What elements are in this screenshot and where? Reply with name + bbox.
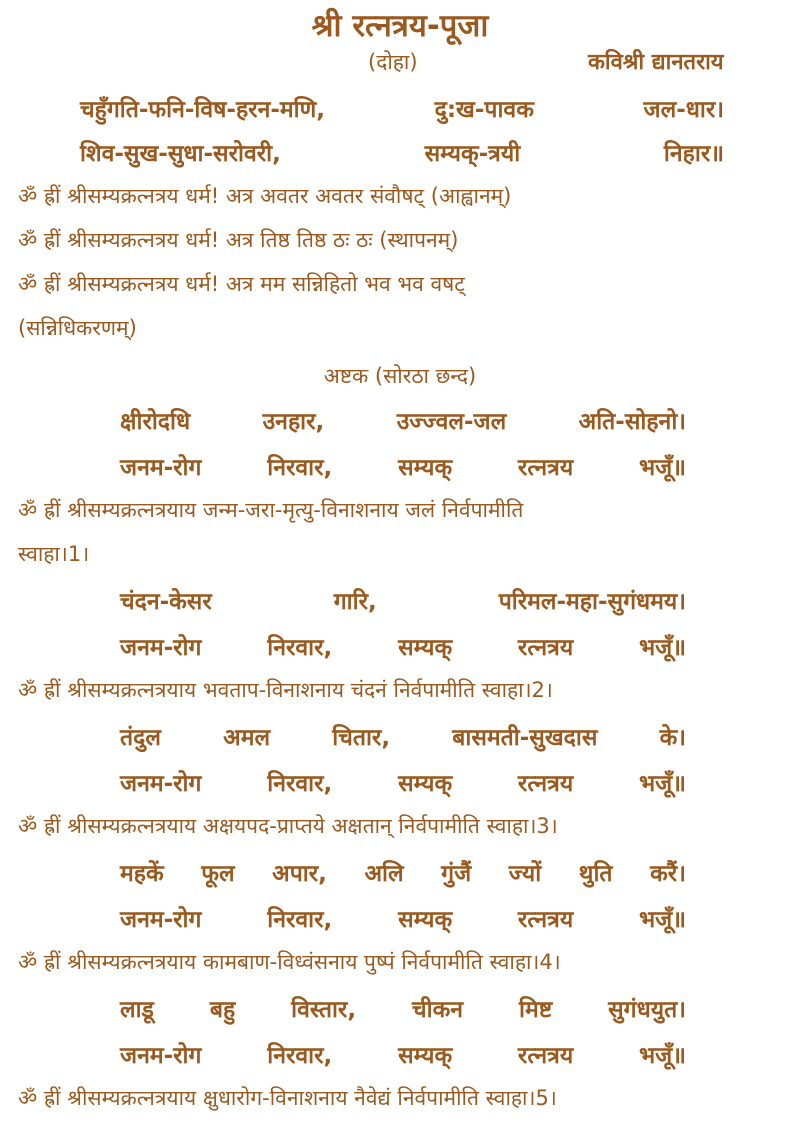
doha-word: जल-धार। — [643, 97, 724, 123]
verse-word: के। — [659, 725, 686, 751]
refrain-word: जनम-रोग — [120, 907, 202, 933]
stanza-3-mantra: ॐ ह्रीं श्रीसम्यक्रत्नत्रयाय अक्षयपद-प्राप्तये अक्षतान् निर्वपामीति स्वाहा।3। — [18, 814, 558, 838]
verse-word: चीकन — [412, 997, 464, 1023]
stanza-3-verse — [120, 720, 686, 752]
doha-word: निहार॥ — [663, 141, 724, 167]
stanza-5-verse — [120, 992, 686, 1024]
verse-word: फूल — [201, 861, 235, 887]
stanza-2-refrain — [120, 630, 686, 662]
verse-word: चंदन-केसर — [120, 589, 212, 615]
verse-word: उनहार, — [262, 409, 325, 435]
refrain-word: भजूँ॥ — [638, 635, 686, 661]
verse-word: महकें — [120, 861, 164, 887]
refrain-word: जनम-रोग — [120, 455, 202, 481]
page-title: श्री रत्नत्रय-पूजा — [311, 8, 489, 44]
refrain-word: निरवार, — [267, 1043, 333, 1069]
verse-word: अपार, — [272, 861, 327, 887]
refrain-word: सम्यक् — [398, 907, 453, 933]
doha-word: सम्यक्-त्रयी — [424, 141, 521, 167]
refrain-word: जनम-रोग — [120, 771, 202, 797]
verse-word: गारि, — [333, 589, 377, 615]
doha-word: शिव-सुख-सुधा-सरोवरी, — [80, 141, 281, 167]
refrain-word: सम्यक् — [398, 1043, 453, 1069]
refrain-word: भजूँ॥ — [638, 907, 686, 933]
verse-word: बहु — [209, 997, 236, 1023]
refrain-word: रत्नत्रय — [517, 907, 574, 933]
verse-word: लाडू — [120, 997, 154, 1023]
refrain-word: जनम-रोग — [120, 635, 202, 661]
verse-word: अमल — [223, 725, 271, 751]
doha-line-1 — [80, 92, 724, 124]
stanza-2-verse — [120, 584, 686, 616]
verse-word: थुति — [578, 861, 613, 887]
verse-word: गुंजैं — [441, 861, 472, 887]
refrain-word: भजूँ॥ — [638, 455, 686, 481]
verse-word: चितार, — [332, 725, 391, 751]
refrain-word: रत्नत्रय — [517, 1043, 574, 1069]
author: कविश्री द्यानतराय — [588, 50, 724, 75]
invocation-sannidhikaran: ॐ ह्रीं श्रीसम्यक्रत्नत्रय धर्म! अत्र मम सन्निहितो भव भव वषट् — [18, 272, 465, 296]
invocation-sthapan: ॐ ह्रीं श्रीसम्यक्रत्नत्रय धर्म! अत्र तिष्ठ तिष्ठ ठः ठः (स्थापनम्) — [18, 228, 459, 252]
stanza-5-refrain — [120, 1038, 686, 1070]
refrain-word: जनम-रोग — [120, 1043, 202, 1069]
refrain-word: सम्यक् — [398, 635, 453, 661]
verse-word: विस्तार, — [291, 997, 357, 1023]
refrain-word: रत्नत्रय — [517, 771, 574, 797]
verse-word: बासमती-सुखदास — [452, 725, 598, 751]
refrain-word: भजूँ॥ — [638, 1043, 686, 1069]
refrain-word: भजूँ॥ — [638, 771, 686, 797]
verse-word: सुगंधयुत। — [608, 997, 686, 1023]
stanza-1-verse — [120, 404, 686, 436]
stanza-2-mantra: ॐ ह्रीं श्रीसम्यक्रत्नत्रयाय भवताप-विनाशनाय चंदनं निर्वपामीति स्वाहा।2। — [18, 678, 553, 702]
verse-word: क्षीरोदधि — [120, 409, 191, 435]
verse-word: मिष्ट — [519, 997, 553, 1023]
refrain-word: निरवार, — [267, 771, 333, 797]
ashtak-heading: अष्टक (सोरठा छन्द) — [323, 364, 477, 388]
invocation-sannidhikaran-cont: (सन्निधिकरणम्) — [18, 316, 137, 340]
doha-word: दु:ख-पावक — [434, 97, 534, 123]
stanza-4-verse — [120, 856, 686, 888]
subtitle: (दोहा) — [368, 50, 418, 74]
stanza-1-refrain — [120, 450, 686, 482]
verse-word: उज्ज्वल-जल — [396, 409, 507, 435]
refrain-word: रत्नत्रय — [517, 635, 574, 661]
stanza-3-refrain — [120, 766, 686, 798]
verse-word: अति-सोहनो। — [578, 409, 686, 435]
stanza-4-refrain — [120, 902, 686, 934]
invocation-aahvanan: ॐ ह्रीं श्रीसम्यक्रत्नत्रय धर्म! अत्र अवतर अवतर संवौषट् (आह्वानम्) — [18, 184, 512, 208]
doha-line-2 — [80, 136, 724, 168]
stanza-1-mantra-cont: स्वाहा।1। — [18, 542, 90, 566]
stanza-4-mantra: ॐ ह्रीं श्रीसम्यक्रत्नत्रयाय कामबाण-विध्वंसनाय पुष्पं निर्वपामीति स्वाहा।4। — [18, 950, 561, 974]
refrain-word: सम्यक् — [398, 771, 453, 797]
refrain-word: सम्यक् — [398, 455, 453, 481]
verse-word: परिमल-महा-सुगंधमय। — [498, 589, 686, 615]
doha-word: चहुँगति-फनि-विष-हरन-मणि, — [80, 97, 325, 123]
refrain-word: निरवार, — [267, 455, 333, 481]
verse-word: अलि — [364, 861, 404, 887]
refrain-word: रत्नत्रय — [517, 455, 574, 481]
verse-word: ज्यों — [508, 861, 542, 887]
verse-word: करैं। — [650, 861, 686, 887]
stanza-1-mantra: ॐ ह्रीं श्रीसम्यक्रत्नत्रयाय जन्म-जरा-मृत्यु-विनाशनाय जलं निर्वपामीति — [18, 498, 524, 522]
refrain-word: निरवार, — [267, 635, 333, 661]
stanza-5-mantra: ॐ ह्रीं श्रीसम्यक्रत्नत्रयाय क्षुधारोग-विनाशनाय नैवेद्यं निर्वपामीति स्वाहा।5। — [18, 1086, 557, 1110]
refrain-word: निरवार, — [267, 907, 333, 933]
verse-word: तंदुल — [120, 725, 161, 751]
